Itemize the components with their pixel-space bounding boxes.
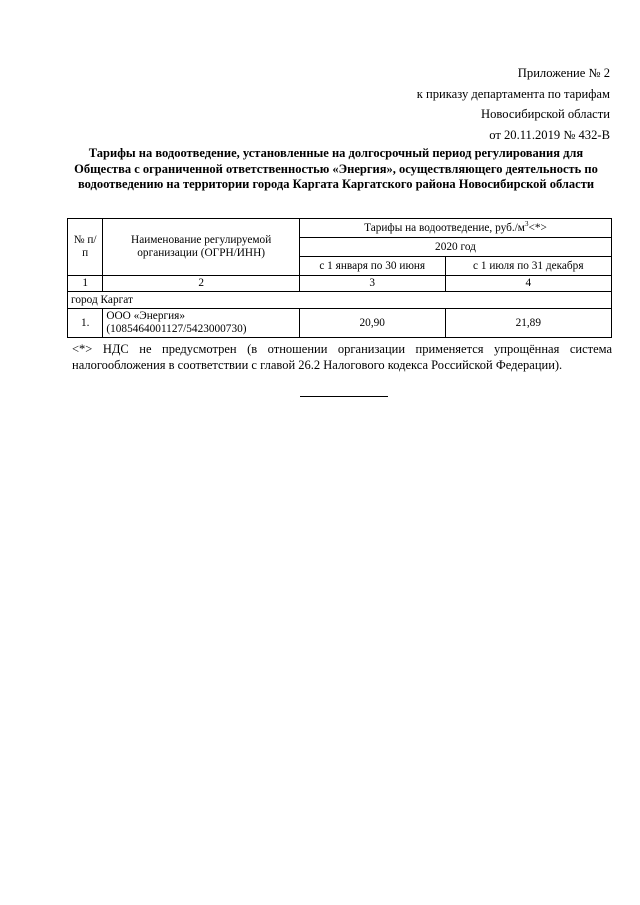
row-num: 1.: [68, 309, 103, 338]
header-tariffs-sup: 3: [524, 219, 529, 228]
col-number: 4: [445, 276, 611, 292]
header-period-2: с 1 июля по 31 декабря: [445, 257, 611, 276]
row-org-ids: (1085464001127/5423000730): [106, 323, 247, 335]
header-tariffs: [299, 219, 611, 238]
header-tariffs-prefix: Тарифы на водоотведение, руб./м: [364, 221, 525, 234]
annex-line-4: от 20.11.2019 № 432-В: [489, 127, 610, 142]
vat-footnote: <*> НДС не предусмотрен (в отношении организации применяется упрощённая система налогообложения в соответствии с главой 26.2 Налогового кодекса Российской Федерации).: [72, 342, 612, 372]
row-tariff-2: 21,89: [445, 309, 611, 338]
tariffs-table: [67, 218, 612, 338]
table-row: [68, 309, 612, 338]
row-org: [103, 309, 300, 338]
annex-line-3: Новосибирской области: [481, 107, 610, 121]
row-tariff-1: 20,90: [299, 309, 445, 338]
city-row: [68, 292, 612, 309]
header-num: № п/п: [68, 219, 103, 276]
table-header-row: [68, 219, 612, 238]
annex-line-1: Приложение № 2: [517, 66, 610, 80]
header-tariffs-suffix: <*>: [528, 221, 547, 234]
city-name: город Каргат: [68, 292, 612, 309]
annex-header: [417, 63, 610, 145]
header-org-name: Наименование регулируемой организации (ОГРН/ИНН): [103, 219, 300, 276]
annex-line-2: к приказу департамента по тарифам: [416, 86, 610, 101]
column-numbers-row: [68, 276, 612, 292]
col-number: 1: [68, 276, 103, 292]
col-number: 2: [103, 276, 300, 292]
row-org-name: ООО «Энергия»: [106, 310, 185, 322]
col-number: 3: [299, 276, 445, 292]
separator-line: [300, 396, 388, 397]
header-period-1: с 1 января по 30 июня: [299, 257, 445, 276]
header-year: 2020 год: [299, 238, 611, 257]
document-title: Тарифы на водоотведение, установленные на долгосрочный период регулирования для Общества с ограниченной ответственностью «Энергия», осуществляющего деятельность по водоотведению на территории города Каргата Каргатского района Новосибирской области: [74, 146, 598, 191]
